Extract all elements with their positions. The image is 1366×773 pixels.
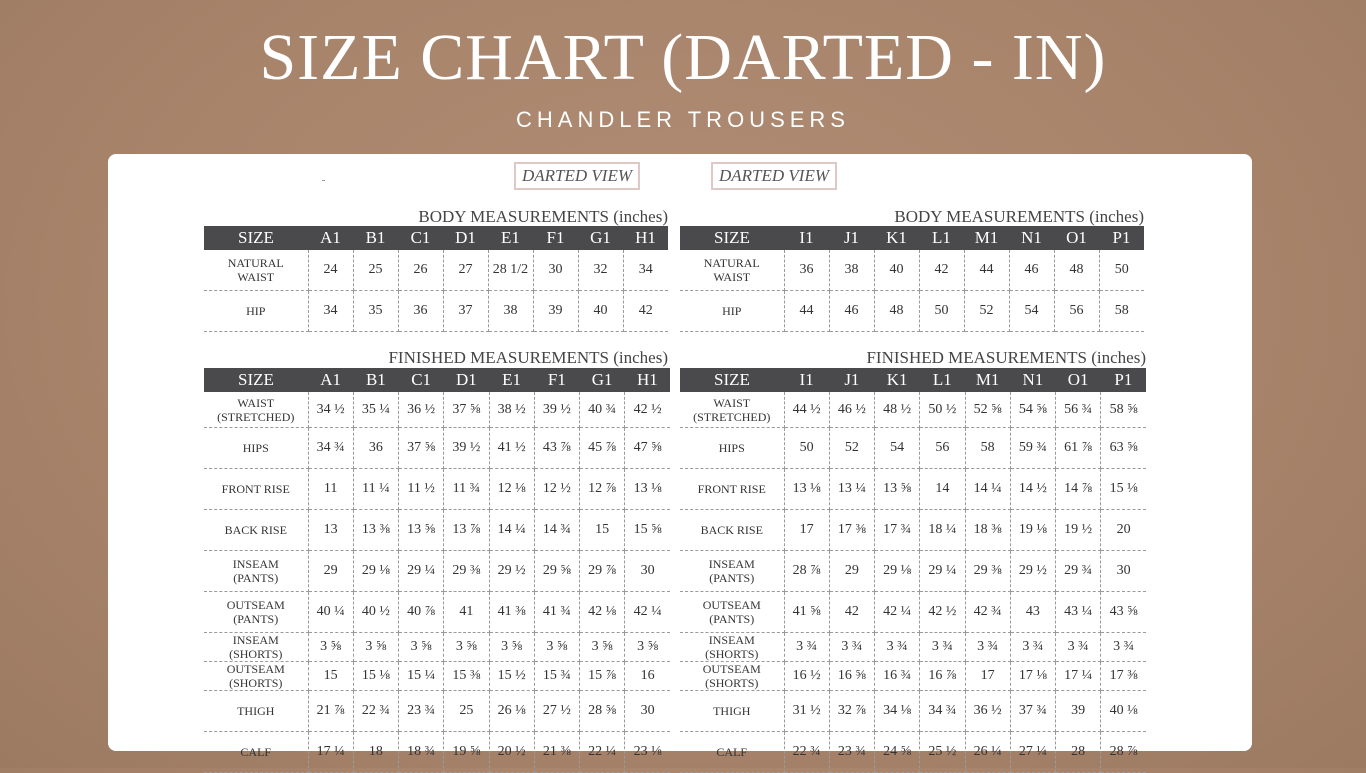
size-column-header: P1	[1101, 368, 1146, 392]
size-column-header: H1	[625, 368, 670, 392]
measurement-cell: 42 ¼	[875, 592, 920, 633]
measurement-cell: 40 ¼	[308, 592, 353, 633]
measurement-cell: 15 ⅛	[1101, 469, 1146, 510]
table-row	[680, 392, 1146, 428]
measurement-cell: 27 ½	[534, 691, 579, 732]
row-label: WAIST (STRETCHED)	[204, 392, 308, 428]
measurement-cell: 26	[398, 250, 443, 291]
measurement-cell: 30	[625, 691, 670, 732]
measurement-cell: 23 ⅛	[625, 732, 670, 773]
measurement-cell: 45 ⅞	[580, 428, 625, 469]
size-column-header: F1	[534, 368, 579, 392]
measurement-cell: 54 ⅝	[1010, 392, 1055, 428]
measurement-cell: 11 ½	[399, 469, 444, 510]
finished-measurements-table-left	[204, 368, 670, 773]
measurement-cell: 3 ⅝	[534, 633, 579, 662]
measurement-cell: 52 ⅝	[965, 392, 1010, 428]
size-column-header: M1	[965, 368, 1010, 392]
table-row	[680, 551, 1146, 592]
measurement-cell: 29 ½	[489, 551, 534, 592]
row-label: HIPS	[204, 428, 308, 469]
measurement-cell: 13 ⅞	[444, 510, 489, 551]
measurement-cell: 22 ¼	[580, 732, 625, 773]
measurement-cell: 17 ⅜	[1101, 662, 1146, 691]
size-column-header: O1	[1054, 226, 1099, 250]
measurement-cell: 50	[919, 291, 964, 332]
measurement-cell: 58	[965, 428, 1010, 469]
table-row	[204, 392, 670, 428]
measurement-cell: 39 ½	[444, 428, 489, 469]
measurement-cell: 37 ⅝	[399, 428, 444, 469]
size-column-header: C1	[399, 368, 444, 392]
measurement-cell: 16	[625, 662, 670, 691]
measurement-cell: 32	[578, 250, 623, 291]
measurement-cell: 3 ⅝	[353, 633, 398, 662]
measurement-cell: 19 ⅝	[444, 732, 489, 773]
measurement-cell: 25 ½	[920, 732, 965, 773]
row-label: OUTSEAM (SHORTS)	[204, 662, 308, 691]
measurement-cell: 17 ¼	[308, 732, 353, 773]
measurement-cell: 59 ¾	[1010, 428, 1055, 469]
measurement-cell: 13 ⅝	[399, 510, 444, 551]
measurement-cell: 28 ⅞	[784, 551, 829, 592]
page-title: SIZE CHART (DARTED - IN)	[259, 21, 1107, 94]
measurement-cell: 54	[875, 428, 920, 469]
row-label: INSEAM (PANTS)	[680, 551, 784, 592]
measurement-cell: 58	[1099, 291, 1144, 332]
row-label: CALF	[680, 732, 784, 773]
measurement-cell: 39 ½	[534, 392, 579, 428]
measurement-cell: 15	[580, 510, 625, 551]
measurement-cell: 28	[1056, 732, 1101, 773]
measurement-cell: 58 ⅝	[1101, 392, 1146, 428]
measurement-cell: 12 ⅛	[489, 469, 534, 510]
measurement-cell: 40	[578, 291, 623, 332]
measurement-cell: 36	[353, 428, 398, 469]
measurement-cell: 36 ½	[965, 691, 1010, 732]
measurement-cell: 29	[829, 551, 874, 592]
measurement-cell: 28 ⅞	[1101, 732, 1146, 773]
measurement-cell: 15 ¾	[534, 662, 579, 691]
size-column-header: I1	[784, 226, 829, 250]
measurement-cell: 40 ¾	[580, 392, 625, 428]
measurement-cell: 20	[1101, 510, 1146, 551]
measurement-cell: 17	[965, 662, 1010, 691]
measurement-cell: 13 ⅛	[625, 469, 670, 510]
measurement-cell: 29 ¾	[1056, 551, 1101, 592]
measurement-cell: 16 ⅝	[829, 662, 874, 691]
measurement-cell: 44	[964, 250, 1009, 291]
measurement-cell: 46	[1009, 250, 1054, 291]
measurement-cell: 29 ⅞	[580, 551, 625, 592]
row-label: HIP	[204, 291, 308, 332]
measurement-cell: 38	[829, 250, 874, 291]
measurement-cell: 19 ½	[1056, 510, 1101, 551]
measurement-cell: 46 ½	[829, 392, 874, 428]
measurement-cell: 18 ¾	[399, 732, 444, 773]
measurement-cell: 16 ⅞	[920, 662, 965, 691]
body-measurements-table-right	[680, 226, 1144, 332]
measurement-cell: 17 ⅜	[829, 510, 874, 551]
size-header: SIZE	[204, 368, 308, 392]
measurement-cell: 38	[488, 291, 533, 332]
measurement-cell: 40	[874, 250, 919, 291]
darted-view-badge-left: DARTED VIEW	[514, 162, 640, 190]
measurement-cell: 16 ½	[784, 662, 829, 691]
measurement-cell: 18 ¼	[920, 510, 965, 551]
darted-view-badge-right: DARTED VIEW	[711, 162, 837, 190]
row-label: NATURAL WAIST	[680, 250, 784, 291]
size-header: SIZE	[680, 368, 784, 392]
size-column-header: C1	[398, 226, 443, 250]
measurement-cell: 63 ⅝	[1101, 428, 1146, 469]
measurement-cell: 23 ¾	[399, 691, 444, 732]
measurement-cell: 56	[920, 428, 965, 469]
table-row	[204, 250, 668, 291]
measurement-cell: 44 ½	[784, 392, 829, 428]
measurement-cell: 34	[623, 250, 668, 291]
table-row	[680, 662, 1146, 691]
measurement-cell: 42	[623, 291, 668, 332]
measurement-cell: 15	[308, 662, 353, 691]
measurement-cell: 15 ⅜	[444, 662, 489, 691]
measurement-cell: 29 ¼	[920, 551, 965, 592]
measurement-cell: 3 ⅝	[625, 633, 670, 662]
table-row	[680, 592, 1146, 633]
measurement-cell: 29 ¼	[399, 551, 444, 592]
measurement-cell: 28 1/2	[488, 250, 533, 291]
size-column-header: E1	[488, 226, 533, 250]
measurement-cell: 28 ⅝	[580, 691, 625, 732]
measurement-cell: 3 ¾	[965, 633, 1010, 662]
size-column-header: E1	[489, 368, 534, 392]
measurement-cell: 29 ⅜	[965, 551, 1010, 592]
table-row	[204, 662, 670, 691]
measurement-cell: 3 ⅝	[399, 633, 444, 662]
measurement-cell: 29	[308, 551, 353, 592]
measurement-cell: 13	[308, 510, 353, 551]
row-label: WAIST (STRETCHED)	[680, 392, 784, 428]
size-header-row	[680, 368, 1146, 392]
table-row	[680, 250, 1144, 291]
measurement-cell: 37	[443, 291, 488, 332]
size-column-header: G1	[578, 226, 623, 250]
size-chart-card	[108, 154, 1252, 759]
measurement-cell: 56 ¾	[1056, 392, 1101, 428]
measurement-cell: 42	[919, 250, 964, 291]
measurement-cell: 42 ¼	[625, 592, 670, 633]
measurement-cell: 13 ¼	[829, 469, 874, 510]
measurement-cell: 14 ¾	[534, 510, 579, 551]
measurement-cell: 3 ⅝	[444, 633, 489, 662]
measurement-cell: 3 ¾	[1056, 633, 1101, 662]
size-column-header: J1	[829, 368, 874, 392]
size-column-header: B1	[353, 368, 398, 392]
measurement-cell: 61 ⅞	[1056, 428, 1101, 469]
measurement-cell: 47 ⅝	[625, 428, 670, 469]
measurement-cell: 3 ¾	[1101, 633, 1146, 662]
measurement-cell: 41 ⅝	[784, 592, 829, 633]
measurement-cell: 17	[784, 510, 829, 551]
measurement-cell: 14 ¼	[965, 469, 1010, 510]
size-column-header: N1	[1010, 368, 1055, 392]
measurement-cell: 43 ¼	[1056, 592, 1101, 633]
row-label: INSEAM (SHORTS)	[680, 633, 784, 662]
size-column-header: M1	[964, 226, 1009, 250]
row-label: CALF	[204, 732, 308, 773]
stray-mark	[322, 180, 325, 181]
measurement-cell: 41 ¾	[534, 592, 579, 633]
row-label: INSEAM (PANTS)	[204, 551, 308, 592]
measurement-cell: 27 ¼	[1010, 732, 1055, 773]
measurement-cell: 14	[920, 469, 965, 510]
table-row	[204, 732, 670, 773]
measurement-cell: 36 ½	[399, 392, 444, 428]
measurement-cell: 16 ¾	[875, 662, 920, 691]
row-label: FRONT RISE	[680, 469, 784, 510]
measurement-cell: 15 ⅞	[580, 662, 625, 691]
measurement-cell: 30	[533, 250, 578, 291]
measurement-cell: 30	[625, 551, 670, 592]
measurement-cell: 40 ½	[353, 592, 398, 633]
measurement-cell: 39	[1056, 691, 1101, 732]
row-label: BACK RISE	[680, 510, 784, 551]
measurement-cell: 17 ⅛	[1010, 662, 1055, 691]
measurement-cell: 24 ⅝	[875, 732, 920, 773]
size-column-header: O1	[1056, 368, 1101, 392]
measurement-cell: 15 ½	[489, 662, 534, 691]
measurement-cell: 18	[353, 732, 398, 773]
size-header-row	[680, 226, 1144, 250]
size-column-header: K1	[874, 226, 919, 250]
size-header: SIZE	[680, 226, 784, 250]
size-column-header: N1	[1009, 226, 1054, 250]
measurement-cell: 42 ½	[920, 592, 965, 633]
measurement-cell: 50	[784, 428, 829, 469]
table-row	[680, 732, 1146, 773]
measurement-cell: 3 ¾	[784, 633, 829, 662]
row-label: INSEAM (SHORTS)	[204, 633, 308, 662]
measurement-cell: 50	[1099, 250, 1144, 291]
measurement-cell: 25	[444, 691, 489, 732]
measurement-cell: 3 ¾	[875, 633, 920, 662]
row-label: FRONT RISE	[204, 469, 308, 510]
finished-caption-right: FINISHED MEASUREMENTS (inches)	[866, 348, 1146, 367]
measurement-cell: 11	[308, 469, 353, 510]
measurement-cell: 42 ½	[625, 392, 670, 428]
measurement-cell: 11 ¾	[444, 469, 489, 510]
measurement-cell: 36	[784, 250, 829, 291]
size-column-header: A1	[308, 368, 353, 392]
finished-measurements-table-right	[680, 368, 1146, 773]
measurement-cell: 17 ¼	[1056, 662, 1101, 691]
table-row	[204, 510, 670, 551]
measurement-cell: 42 ¾	[965, 592, 1010, 633]
table-row	[204, 551, 670, 592]
measurement-cell: 52	[964, 291, 1009, 332]
measurement-cell: 26 ⅛	[489, 691, 534, 732]
measurement-cell: 21 ⅞	[308, 691, 353, 732]
row-label: OUTSEAM (PANTS)	[680, 592, 784, 633]
measurement-cell: 12 ⅞	[580, 469, 625, 510]
measurement-cell: 43	[1010, 592, 1055, 633]
size-column-header: F1	[533, 226, 578, 250]
measurement-cell: 22 ¾	[353, 691, 398, 732]
measurement-cell: 13 ⅜	[353, 510, 398, 551]
measurement-cell: 41 ⅜	[489, 592, 534, 633]
row-label: HIP	[680, 291, 784, 332]
table-row	[204, 428, 670, 469]
measurement-cell: 12 ½	[534, 469, 579, 510]
size-column-header: G1	[580, 368, 625, 392]
measurement-cell: 41 ½	[489, 428, 534, 469]
measurement-cell: 14 ⅞	[1056, 469, 1101, 510]
measurement-cell: 20 ½	[489, 732, 534, 773]
measurement-cell: 30	[1101, 551, 1146, 592]
row-label: NATURAL WAIST	[204, 250, 308, 291]
size-column-header: P1	[1099, 226, 1144, 250]
measurement-cell: 52	[829, 428, 874, 469]
measurement-cell: 14 ¼	[489, 510, 534, 551]
size-column-header: L1	[919, 226, 964, 250]
page-subtitle: CHANDLER TROUSERS	[516, 107, 850, 132]
body-caption-left: BODY MEASUREMENTS (inches)	[418, 207, 668, 226]
measurement-cell: 15 ¼	[399, 662, 444, 691]
table-row	[680, 291, 1144, 332]
measurement-cell: 34 ½	[308, 392, 353, 428]
table-row	[204, 469, 670, 510]
row-label: BACK RISE	[204, 510, 308, 551]
size-column-header: D1	[443, 226, 488, 250]
table-row	[204, 691, 670, 732]
measurement-cell: 29 ⅝	[534, 551, 579, 592]
measurement-cell: 43 ⅞	[534, 428, 579, 469]
row-label: OUTSEAM (PANTS)	[204, 592, 308, 633]
size-column-header: H1	[623, 226, 668, 250]
row-label: OUTSEAM (SHORTS)	[680, 662, 784, 691]
row-label: THIGH	[204, 691, 308, 732]
measurement-cell: 48	[874, 291, 919, 332]
table-row	[680, 469, 1146, 510]
measurement-cell: 19 ⅛	[1010, 510, 1055, 551]
size-header: SIZE	[204, 226, 308, 250]
measurement-cell: 40 ⅛	[1101, 691, 1146, 732]
measurement-cell: 18 ⅜	[965, 510, 1010, 551]
measurement-cell: 40 ⅞	[399, 592, 444, 633]
measurement-cell: 21 ⅜	[534, 732, 579, 773]
measurement-cell: 41	[444, 592, 489, 633]
measurement-cell: 25	[353, 250, 398, 291]
size-column-header: K1	[875, 368, 920, 392]
measurement-cell: 32 ⅞	[829, 691, 874, 732]
measurement-cell: 44	[784, 291, 829, 332]
measurement-cell: 42 ⅛	[580, 592, 625, 633]
measurement-cell: 29 ½	[1010, 551, 1055, 592]
body-measurements-table-left	[204, 226, 668, 332]
measurement-cell: 35	[353, 291, 398, 332]
measurement-cell: 56	[1054, 291, 1099, 332]
measurement-cell: 22 ¾	[784, 732, 829, 773]
size-column-header: L1	[920, 368, 965, 392]
measurement-cell: 46	[829, 291, 874, 332]
measurement-cell: 34	[308, 291, 353, 332]
measurement-cell: 3 ¾	[1010, 633, 1055, 662]
measurement-cell: 26 ¼	[965, 732, 1010, 773]
measurement-cell: 48 ½	[875, 392, 920, 428]
measurement-cell: 23 ¾	[829, 732, 874, 773]
size-column-header: B1	[353, 226, 398, 250]
measurement-cell: 13 ⅝	[875, 469, 920, 510]
measurement-cell: 36	[398, 291, 443, 332]
measurement-cell: 42	[829, 592, 874, 633]
measurement-cell: 29 ⅛	[353, 551, 398, 592]
measurement-cell: 17 ¾	[875, 510, 920, 551]
measurement-cell: 38 ½	[489, 392, 534, 428]
measurement-cell: 13 ⅛	[784, 469, 829, 510]
finished-caption-left: FINISHED MEASUREMENTS (inches)	[388, 348, 668, 367]
table-row	[204, 633, 670, 662]
size-column-header: I1	[784, 368, 829, 392]
size-header-row	[204, 368, 670, 392]
measurement-cell: 50 ½	[920, 392, 965, 428]
measurement-cell: 48	[1054, 250, 1099, 291]
table-row	[680, 691, 1146, 732]
measurement-cell: 27	[443, 250, 488, 291]
table-row	[680, 633, 1146, 662]
table-row	[204, 592, 670, 633]
measurement-cell: 43 ⅝	[1101, 592, 1146, 633]
measurement-cell: 54	[1009, 291, 1054, 332]
measurement-cell: 3 ⅝	[489, 633, 534, 662]
measurement-cell: 31 ½	[784, 691, 829, 732]
measurement-cell: 3 ¾	[920, 633, 965, 662]
table-row	[204, 291, 668, 332]
measurement-cell: 37 ⅝	[444, 392, 489, 428]
size-header-row	[204, 226, 668, 250]
measurement-cell: 15 ⅛	[353, 662, 398, 691]
measurement-cell: 34 ¾	[920, 691, 965, 732]
measurement-cell: 3 ⅝	[580, 633, 625, 662]
measurement-cell: 35 ¼	[353, 392, 398, 428]
measurement-cell: 3 ¾	[829, 633, 874, 662]
measurement-cell: 34 ⅛	[875, 691, 920, 732]
row-label: THIGH	[680, 691, 784, 732]
size-column-header: J1	[829, 226, 874, 250]
body-caption-right: BODY MEASUREMENTS (inches)	[894, 207, 1144, 226]
table-row	[680, 428, 1146, 469]
measurement-cell: 34 ¾	[308, 428, 353, 469]
measurement-cell: 29 ⅛	[875, 551, 920, 592]
size-column-header: A1	[308, 226, 353, 250]
row-label: HIPS	[680, 428, 784, 469]
measurement-cell: 39	[533, 291, 578, 332]
table-row	[680, 510, 1146, 551]
measurement-cell: 29 ⅜	[444, 551, 489, 592]
size-column-header: D1	[444, 368, 489, 392]
measurement-cell: 15 ⅝	[625, 510, 670, 551]
measurement-cell: 37 ¾	[1010, 691, 1055, 732]
measurement-cell: 14 ½	[1010, 469, 1055, 510]
measurement-cell: 11 ¼	[353, 469, 398, 510]
measurement-cell: 24	[308, 250, 353, 291]
measurement-cell: 3 ⅝	[308, 633, 353, 662]
